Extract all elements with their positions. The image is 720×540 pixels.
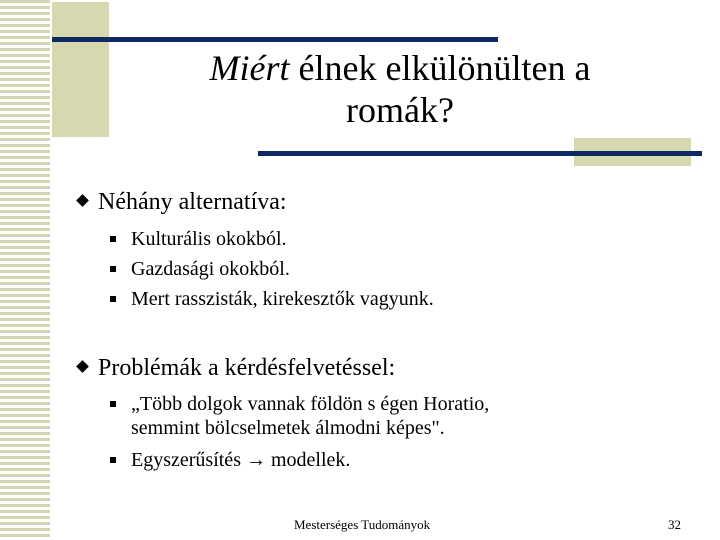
title-italic-word: Miért	[209, 48, 290, 88]
list-item-text: Gazdasági okokból.	[131, 258, 290, 280]
list-item-text	[131, 392, 489, 440]
quote-line-2: semmint bölcselmetek álmodni képes".	[131, 417, 445, 439]
title-line-2: romák?	[346, 90, 454, 130]
quote-line-1: „Több dolgok vannak földön s égen Horatio,	[131, 393, 490, 415]
list-item-word: modellek.	[270, 449, 351, 471]
square-bullet-icon	[110, 296, 116, 302]
diamond-bullet-icon	[76, 194, 89, 207]
title-accent-box	[52, 2, 109, 137]
title-line-1-rest: élnek elkülönülten a	[298, 48, 591, 88]
diamond-bullet-icon	[76, 360, 89, 373]
list-item-text: Mert rasszisták, kirekesztők vagyunk.	[131, 288, 434, 310]
square-bullet-icon	[110, 401, 116, 407]
square-bullet-icon	[110, 236, 116, 242]
list-item-word: Egyszerűsítés	[131, 449, 241, 471]
title-rule-top	[52, 37, 498, 42]
slide-title	[120, 47, 680, 131]
decorative-stripes	[0, 0, 50, 540]
section-heading-text: Problémák a kérdésfelvetéssel:	[98, 355, 396, 381]
right-arrow-icon: →	[245, 449, 266, 471]
title-rule-bottom	[258, 151, 702, 156]
square-bullet-icon	[110, 457, 116, 463]
list-item-text: Kulturális okokból.	[131, 228, 287, 250]
footer-text: Mesterséges Tudományok	[294, 517, 431, 532]
page-number: 32	[668, 517, 681, 532]
square-bullet-icon	[110, 266, 116, 272]
list-item-text	[131, 448, 350, 472]
title-line-1	[120, 47, 680, 89]
section-heading-text: Néhány alternatíva:	[98, 189, 287, 215]
